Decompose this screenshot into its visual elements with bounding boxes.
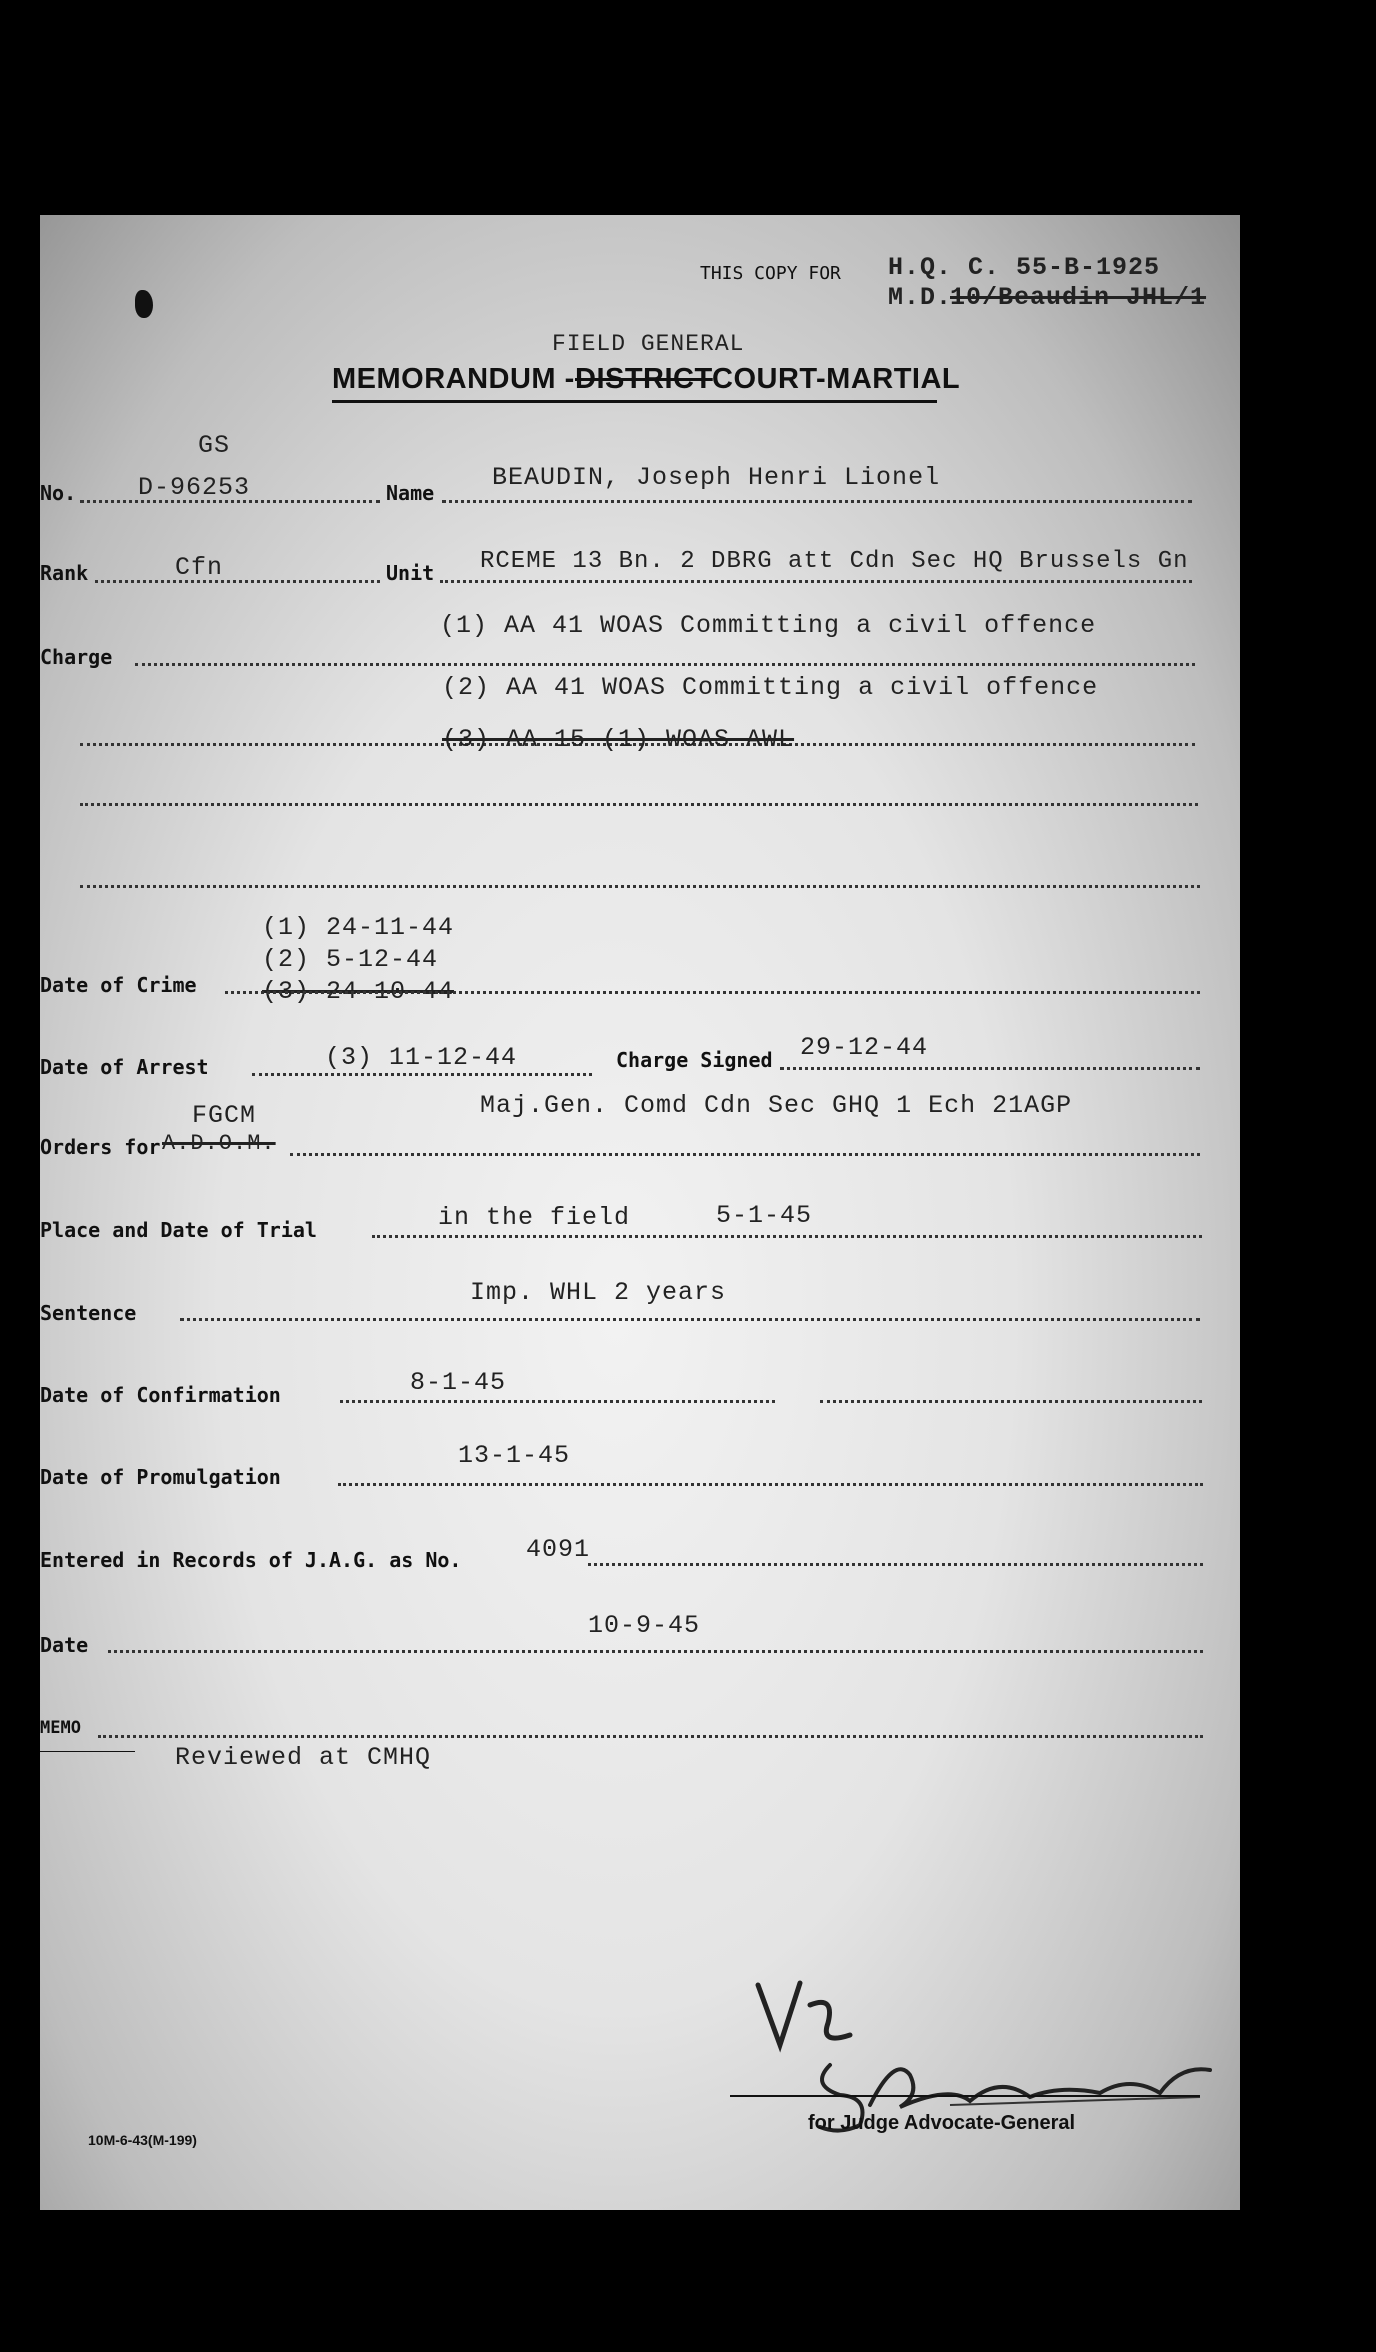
arrest-value: (3) 11-12-44 [325,1043,518,1072]
charge-dots-3 [80,803,1198,806]
charge-dots-4 [80,885,1200,888]
form-code: 10M-6-43(M-199) [88,2132,197,2148]
sentence-value: Imp. WHL 2 years [470,1278,727,1307]
orders-value: Maj.Gen. Comd Cdn Sec GHQ 1 Ech 21AGP [480,1091,1073,1120]
unit-dots [440,580,1192,583]
crime-3: (3) 24-10-44 [262,977,455,1006]
orders-dots [290,1153,1200,1156]
orders-inserted: FGCM [192,1101,257,1130]
copy-note-ref: H.Q. C. 55-B-1925 [888,253,1161,282]
court-martial-memorandum [40,215,1240,2210]
confirmation-dots-2 [820,1400,1202,1403]
confirmation-label: Date of Confirmation [40,1383,281,1407]
sentence-label: Sentence [40,1301,137,1325]
date-dots [108,1650,1203,1653]
date-label: Date [40,1633,89,1657]
orders-label: Orders for [40,1135,161,1159]
rank-dots [95,580,380,583]
crime-dots [225,991,1200,994]
crime-2: (2) 5-12-44 [262,945,439,974]
header-struck-word: DISTRICT [575,363,713,395]
arrest-label: Date of Arrest [40,1055,209,1079]
trial-place: in the field [438,1203,631,1232]
charge-label: Charge [40,645,113,669]
copy-note-label: THIS COPY FOR [700,263,841,284]
promulgation-label: Date of Promulgation [40,1465,281,1489]
memo-value: Reviewed at CMHQ [175,1743,432,1772]
name-dots [442,500,1192,503]
date-value: 10-9-45 [588,1611,701,1640]
prefix-mark: GS [198,431,231,460]
crime-1: (1) 24-11-44 [262,913,455,942]
header-memorandum: MEMORANDUM - [332,363,575,395]
memo-dots [98,1735,1203,1738]
memo-label: MEMO [40,1718,81,1738]
trial-date: 5-1-45 [716,1201,813,1230]
charge-signed-label: Charge Signed [616,1048,773,1072]
promulgation-dots [338,1483,1203,1486]
rank-label: Rank [40,561,89,585]
header-court-martial: COURT-MARTIAL [712,363,961,395]
crime-label: Date of Crime [40,973,197,997]
no-value: D-96253 [138,473,251,502]
confirmation-value: 8-1-45 [410,1368,507,1397]
memo-underline [40,1751,135,1752]
no-label: No. [40,481,77,505]
arrest-dots [252,1073,592,1076]
name-label: Name [386,481,435,505]
confirmation-dots-1 [340,1400,775,1403]
jag-label: Entered in Records of J.A.G. as No. [40,1548,462,1572]
promulgation-value: 13-1-45 [458,1441,571,1470]
trial-label: Place and Date of Trial [40,1218,317,1242]
rank-value: Cfn [175,553,224,582]
charge-2: (2) AA 41 WOAS Committing a civil offence [442,673,1099,702]
punch-mark [135,290,153,318]
header-inserted-word: FIELD GENERAL [552,331,745,357]
charge-signed-dots [780,1067,1200,1070]
charge-dots-1 [135,663,1195,666]
copy-note-ref-struck: 10/Beaudin JHL/1 [950,283,1207,312]
trial-dots [372,1235,1202,1238]
jag-value: 4091 [526,1535,591,1564]
unit-value: RCEME 13 Bn. 2 DBRG att Cdn Sec HQ Brussels Gn [480,548,1189,575]
signature-caption: for Judge Advocate-General [808,2112,1076,2134]
unit-label: Unit [386,561,435,585]
charge-3: (3) AA 15 (1) WOAS AWL [442,725,795,754]
name-value: BEAUDIN, Joseph Henri Lionel [492,463,941,492]
copy-note-ref-prefix: M.D. [888,283,953,312]
charge-1: (1) AA 41 WOAS Committing a civil offence [440,611,1097,640]
header-underline [332,400,937,403]
sentence-dots [180,1318,1200,1321]
orders-struck: A.D.O.M. [162,1131,276,1156]
signature-line [730,2095,1200,2097]
charge-signed-value: 29-12-44 [800,1033,929,1062]
jag-dots [588,1563,1203,1566]
